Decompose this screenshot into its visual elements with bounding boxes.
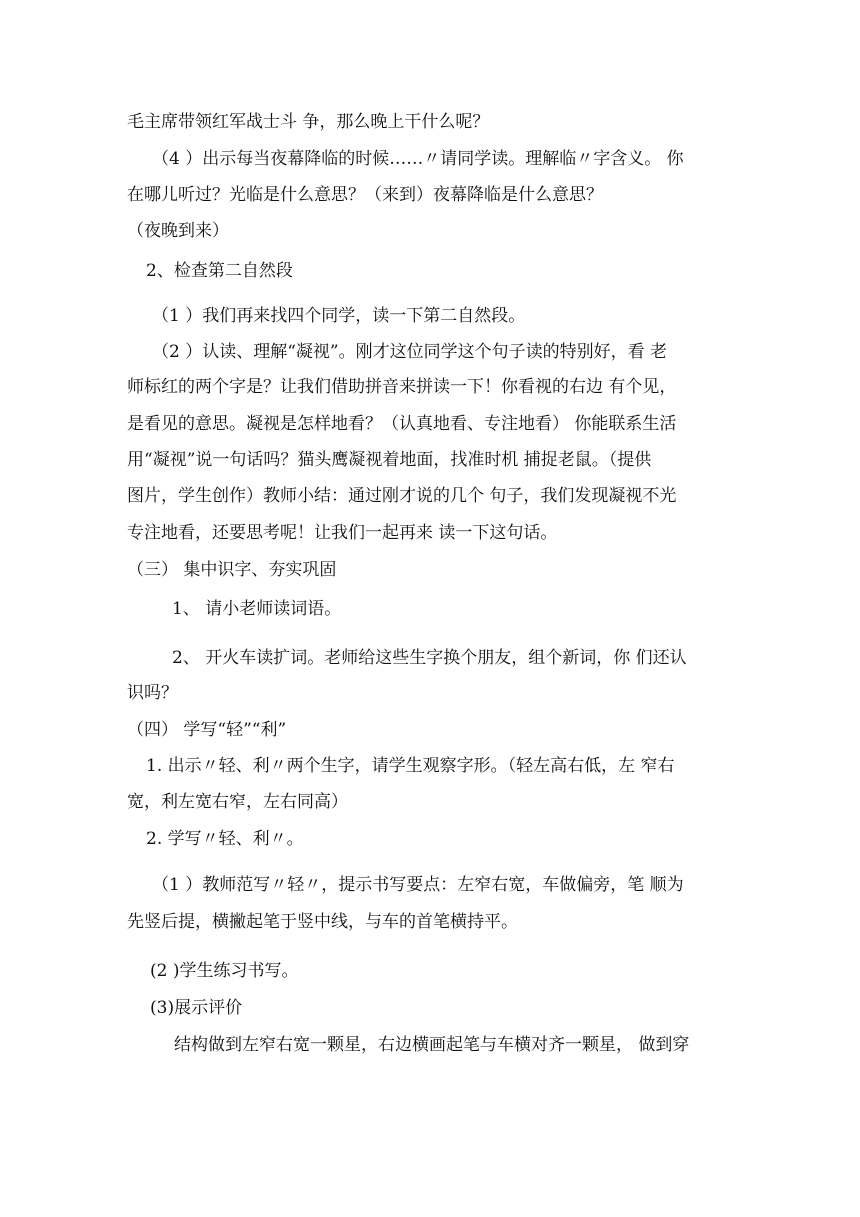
text-line: 用“凝视”说一句话吗？猫头鹰凝视着地面，找准时机 捕捉老鼠。（提供 (127, 450, 652, 470)
text-line: 2、 开火车读扩词。老师给这些生字换个朋友，组个新词，你 们还认 (172, 648, 687, 668)
text-line: （4 ）出示每当夜幕降临的时候……〃请同学读。理解临〃字含义。 你 (152, 149, 684, 169)
text-line: （夜晚到来） (127, 221, 229, 241)
text-line: (3)展示评价 (150, 998, 243, 1018)
text-line: 在哪儿听过？光临是什么意思？（来到）夜幕降临是什么意思？ (127, 185, 603, 205)
text-line: 图片，学生创作）教师小结：通过刚才说的几个 句子，我们发现凝视不光 (127, 486, 677, 506)
section-heading: （四） 学写“轻”“利” (127, 720, 287, 740)
text-line: （1 ）教师范写〃轻〃，提示书写要点：左窄右宽，车做偏旁，笔 顺为 (152, 875, 684, 895)
text-line: 2. 学写〃轻、利〃。 (146, 829, 304, 849)
text-line: 师标红的两个字是？让我们借助拼音来拼读一下！你看视的右边 有个见， (127, 377, 677, 397)
text-line: 结构做到左窄右宽一颗星，右边横画起笔与车横对齐一颗星， 做到穿 (174, 1035, 690, 1055)
text-line: 毛主席带领红军战士斗 争，那么晚上干什么呢？ (127, 112, 490, 132)
text-line: 2、检查第二自然段 (146, 261, 293, 281)
section-heading: （三） 集中识字、夯实巩固 (127, 560, 337, 580)
text-line: 宽，利左宽右窄，左右同高） (127, 792, 348, 812)
text-line: 1、 请小老师读词语。 (172, 599, 342, 619)
text-line: 先竖后提，横撇起笔于竖中线，与车的首笔横持平。 (127, 912, 518, 932)
text-line: （1 ）我们再来找四个同学，读一下第二自然段。 (152, 306, 526, 326)
text-line: 1. 出示〃轻、利〃两个生字，请学生观察字形。（轻左高右低，左 窄右 (146, 756, 675, 776)
text-line: 是看见的意思。凝视是怎样地看？（认真地看、专注地看） 你能联系生活 (127, 414, 677, 434)
text-line: 专注地看，还要思考呢！让我们一起再来 读一下这句话。 (127, 523, 558, 543)
text-line: （2 ）认读、理解“凝视”。刚才这位同学这个句子读的特别好，看 老 (152, 342, 668, 362)
text-line: (2 )学生练习书写。 (150, 961, 299, 981)
text-line: 识吗？ (127, 683, 178, 703)
